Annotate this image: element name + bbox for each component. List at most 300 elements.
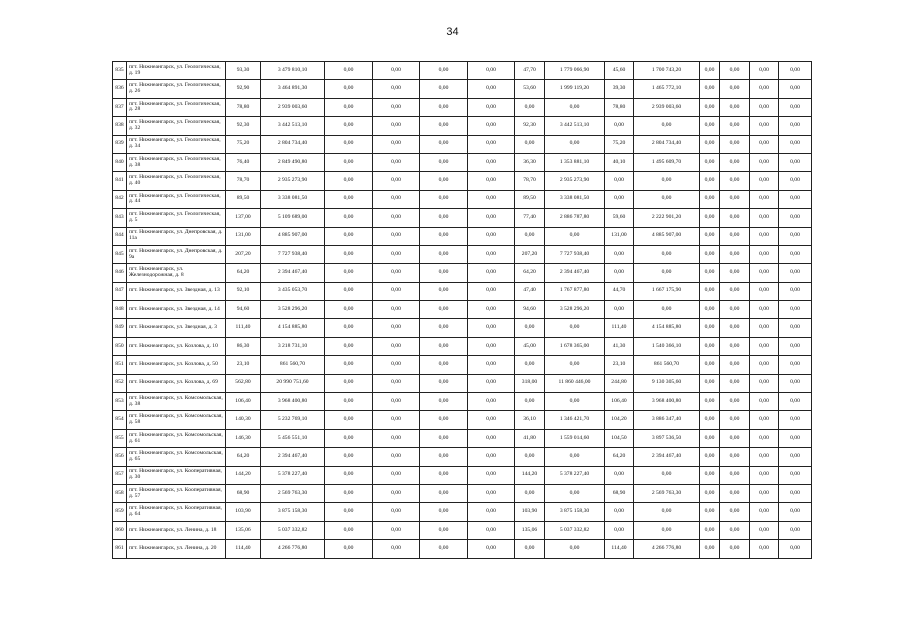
row-number-cell: 838	[113, 117, 127, 135]
value-cell: 0,00	[420, 209, 468, 227]
value-cell: 1 678 365,00	[545, 337, 605, 355]
value-cell: 4 266 776,80	[634, 540, 700, 558]
value-cell: 0,00	[325, 117, 373, 135]
value-cell: 1 353 881,10	[545, 153, 605, 171]
value-cell: 0,00	[750, 356, 779, 374]
value-cell: 0,00	[468, 98, 515, 116]
value-cell: 2 394 467,40	[261, 264, 325, 282]
address-cell: пгт. Нижнеангарск, ул. Звездная, д. 3	[127, 319, 226, 337]
address-cell: пгт. Нижнеангарск, ул. Кооперативная, д. 57	[127, 484, 226, 502]
value-cell: 106,40	[226, 393, 261, 411]
value-cell: 0,00	[779, 429, 812, 447]
value-cell: 144,20	[515, 466, 545, 484]
value-cell: 89,50	[226, 190, 261, 208]
value-cell: 0,00	[468, 393, 515, 411]
value-cell: 23,10	[605, 356, 634, 374]
value-cell: 0,00	[420, 117, 468, 135]
value-cell: 2 222 901,20	[634, 209, 700, 227]
value-cell: 0,00	[750, 521, 779, 539]
value-cell: 0,00	[325, 301, 373, 319]
value-cell: 0,00	[700, 209, 720, 227]
value-cell: 0,00	[468, 135, 515, 153]
value-cell: 2 569 763,30	[634, 484, 700, 502]
value-cell: 1 667 175,90	[634, 282, 700, 300]
value-cell: 5 109 689,00	[261, 209, 325, 227]
value-cell: 0,00	[720, 521, 750, 539]
value-cell: 0,00	[325, 374, 373, 392]
value-cell: 0,00	[373, 227, 420, 245]
value-cell: 0,00	[605, 503, 634, 521]
value-cell: 0,00	[420, 466, 468, 484]
row-number-cell: 854	[113, 411, 127, 429]
value-cell: 0,00	[515, 227, 545, 245]
value-cell: 47,70	[515, 62, 545, 80]
value-cell: 4 154 885,80	[261, 319, 325, 337]
value-cell: 0,00	[779, 245, 812, 263]
value-cell: 131,00	[605, 227, 634, 245]
value-cell: 89,50	[515, 190, 545, 208]
value-cell: 78,80	[226, 98, 261, 116]
address-cell: пгт. Нижнеангарск, ул. Геологическая, д. 28	[127, 98, 226, 116]
value-cell: 0,00	[325, 466, 373, 484]
value-cell: 0,00	[545, 393, 605, 411]
value-cell: 0,00	[515, 356, 545, 374]
table-row	[113, 62, 812, 80]
value-cell: 0,00	[634, 264, 700, 282]
table-row	[113, 540, 812, 558]
table-row	[113, 301, 812, 319]
value-cell: 0,00	[545, 135, 605, 153]
value-cell: 0,00	[779, 282, 812, 300]
value-cell: 86,30	[226, 337, 261, 355]
value-cell: 0,00	[700, 521, 720, 539]
table-row	[113, 448, 812, 466]
value-cell: 0,00	[325, 282, 373, 300]
value-cell: 0,00	[325, 264, 373, 282]
value-cell: 3 435 053,70	[261, 282, 325, 300]
value-cell: 0,00	[420, 356, 468, 374]
value-cell: 0,00	[420, 264, 468, 282]
value-cell: 0,00	[373, 319, 420, 337]
value-cell: 1 700 743,20	[634, 62, 700, 80]
value-cell: 0,00	[468, 117, 515, 135]
value-cell: 0,00	[700, 393, 720, 411]
value-cell: 0,00	[420, 301, 468, 319]
value-cell: 0,00	[515, 319, 545, 337]
address-cell: пгт. Нижнеангарск, ул. Комсомольская, д. 65	[127, 448, 226, 466]
value-cell: 11 860 446,00	[545, 374, 605, 392]
address-cell: пгт. Нижнеангарск, ул. Геологическая, д. 38	[127, 153, 226, 171]
value-cell: 0,00	[700, 62, 720, 80]
address-cell: пгт. Нижнеангарск, ул. Геологическая, д. 32	[127, 117, 226, 135]
value-cell: 0,00	[373, 521, 420, 539]
value-cell: 114,40	[605, 540, 634, 558]
value-cell: 0,00	[779, 540, 812, 558]
value-cell: 0,00	[373, 356, 420, 374]
value-cell: 5 456 551,10	[261, 429, 325, 447]
value-cell: 64,20	[226, 448, 261, 466]
value-cell: 75,20	[605, 135, 634, 153]
value-cell: 0,00	[325, 135, 373, 153]
row-number-cell: 844	[113, 227, 127, 245]
value-cell: 0,00	[720, 172, 750, 190]
value-cell: 0,00	[750, 466, 779, 484]
value-cell: 0,00	[700, 227, 720, 245]
value-cell: 0,00	[700, 411, 720, 429]
address-cell: пгт. Нижнеангарск, ул. Геологическая, д. 26	[127, 80, 226, 98]
table-row	[113, 80, 812, 98]
value-cell: 0,00	[420, 98, 468, 116]
value-cell: 3 875 158,30	[261, 503, 325, 521]
value-cell: 0,00	[720, 209, 750, 227]
address-cell: пгт. Нижнеангарск, ул. Геологическая, д. 19	[127, 62, 226, 80]
value-cell: 0,00	[720, 393, 750, 411]
address-cell: пгт. Нижнеангарск, ул. Железнодорожная, д. 8	[127, 264, 226, 282]
value-cell: 0,00	[750, 411, 779, 429]
address-cell: пгт. Нижнеангарск, ул. Ленина, д. 18	[127, 521, 226, 539]
value-cell: 64,20	[515, 264, 545, 282]
value-cell: 0,00	[373, 337, 420, 355]
address-cell: пгт. Нижнеангарск, ул. Звездная, д. 14	[127, 301, 226, 319]
value-cell: 0,00	[779, 521, 812, 539]
value-cell: 244,80	[605, 374, 634, 392]
value-cell: 0,00	[468, 301, 515, 319]
value-cell: 2 849 490,80	[261, 153, 325, 171]
row-number-cell: 837	[113, 98, 127, 116]
value-cell: 104,50	[605, 429, 634, 447]
value-cell: 0,00	[420, 190, 468, 208]
value-cell: 0,00	[325, 429, 373, 447]
value-cell: 0,00	[750, 117, 779, 135]
value-cell: 0,00	[545, 448, 605, 466]
value-cell: 0,00	[720, 356, 750, 374]
value-cell: 0,00	[720, 337, 750, 355]
value-cell: 111,40	[226, 319, 261, 337]
address-cell: пгт. Нижнеангарск, ул. Звездная, д. 13	[127, 282, 226, 300]
value-cell: 0,00	[420, 374, 468, 392]
table-row	[113, 393, 812, 411]
value-cell: 36,10	[515, 411, 545, 429]
value-cell: 2 394 467,40	[634, 448, 700, 466]
value-cell: 0,00	[750, 190, 779, 208]
value-cell: 0,00	[634, 521, 700, 539]
value-cell: 0,00	[720, 484, 750, 502]
value-cell: 0,00	[420, 319, 468, 337]
value-cell: 318,00	[515, 374, 545, 392]
value-cell: 0,00	[605, 301, 634, 319]
value-cell: 39,30	[605, 80, 634, 98]
value-cell: 36,30	[515, 153, 545, 171]
table-body	[113, 62, 812, 559]
row-number-cell: 861	[113, 540, 127, 558]
value-cell: 0,00	[468, 503, 515, 521]
value-cell: 1 559 014,60	[545, 429, 605, 447]
value-cell: 0,00	[325, 227, 373, 245]
value-cell: 0,00	[779, 80, 812, 98]
value-cell: 0,00	[468, 319, 515, 337]
value-cell: 0,00	[545, 356, 605, 374]
value-cell: 103,90	[515, 503, 545, 521]
value-cell: 0,00	[779, 356, 812, 374]
value-cell: 0,00	[700, 264, 720, 282]
value-cell: 2 935 273,90	[261, 172, 325, 190]
value-cell: 0,00	[779, 466, 812, 484]
value-cell: 0,00	[750, 374, 779, 392]
row-number-cell: 855	[113, 429, 127, 447]
value-cell: 0,00	[468, 540, 515, 558]
value-cell: 78,70	[226, 172, 261, 190]
value-cell: 0,00	[420, 227, 468, 245]
value-cell: 0,00	[700, 301, 720, 319]
value-cell: 0,00	[468, 80, 515, 98]
address-cell: пгт. Нижнеангарск, ул. Кооперативная, д. 64	[127, 503, 226, 521]
address-cell: пгт. Нижнеангарск, ул. Комсомольская, д. 61	[127, 429, 226, 447]
value-cell: 0,00	[468, 521, 515, 539]
value-cell: 0,00	[720, 117, 750, 135]
value-cell: 4 266 776,80	[261, 540, 325, 558]
value-cell: 0,00	[750, 245, 779, 263]
value-cell: 0,00	[779, 117, 812, 135]
value-cell: 0,00	[373, 466, 420, 484]
value-cell: 40,10	[605, 153, 634, 171]
value-cell: 0,00	[468, 227, 515, 245]
value-cell: 0,00	[779, 484, 812, 502]
value-cell: 76,40	[226, 153, 261, 171]
table-row	[113, 503, 812, 521]
value-cell: 0,00	[325, 393, 373, 411]
row-number-cell: 849	[113, 319, 127, 337]
value-cell: 0,00	[325, 98, 373, 116]
value-cell: 59,60	[605, 209, 634, 227]
value-cell: 0,00	[420, 245, 468, 263]
value-cell: 0,00	[750, 484, 779, 502]
row-number-cell: 842	[113, 190, 127, 208]
table-row	[113, 319, 812, 337]
value-cell: 0,00	[420, 337, 468, 355]
value-cell: 0,00	[634, 172, 700, 190]
value-cell: 0,00	[373, 503, 420, 521]
value-cell: 41,30	[605, 337, 634, 355]
value-cell: 0,00	[373, 245, 420, 263]
value-cell: 2 394 467,40	[261, 448, 325, 466]
address-cell: пгт. Нижнеангарск, ул. Геологическая, д. 5	[127, 209, 226, 227]
address-cell: пгт. Нижнеангарск, ул. Кооперативная, д. 30	[127, 466, 226, 484]
row-number-cell: 853	[113, 393, 127, 411]
value-cell: 0,00	[515, 98, 545, 116]
value-cell: 7 727 938,40	[545, 245, 605, 263]
value-cell: 0,00	[750, 264, 779, 282]
value-cell: 0,00	[515, 135, 545, 153]
value-cell: 207,20	[515, 245, 545, 263]
table-row	[113, 209, 812, 227]
value-cell: 1 767 877,80	[545, 282, 605, 300]
value-cell: 0,00	[750, 337, 779, 355]
value-cell: 0,00	[700, 153, 720, 171]
value-cell: 104,20	[605, 411, 634, 429]
value-cell: 0,00	[779, 319, 812, 337]
value-cell: 5 037 332,82	[545, 521, 605, 539]
value-cell: 0,00	[605, 190, 634, 208]
table-row	[113, 484, 812, 502]
row-number-cell: 859	[113, 503, 127, 521]
value-cell: 0,00	[545, 540, 605, 558]
value-cell: 0,00	[779, 503, 812, 521]
value-cell: 1 346 421,70	[545, 411, 605, 429]
value-cell: 0,00	[720, 411, 750, 429]
value-cell: 1 495 609,70	[634, 153, 700, 171]
value-cell: 2 569 763,30	[261, 484, 325, 502]
value-cell: 0,00	[325, 319, 373, 337]
value-cell: 0,00	[700, 356, 720, 374]
value-cell: 23,10	[226, 356, 261, 374]
value-cell: 207,20	[226, 245, 261, 263]
value-cell: 0,00	[468, 337, 515, 355]
value-cell: 9 130 305,60	[634, 374, 700, 392]
table-row	[113, 466, 812, 484]
address-cell: пгт. Нижнеангарск, ул. Козлова, д. 10	[127, 337, 226, 355]
value-cell: 0,00	[634, 190, 700, 208]
value-cell: 0,00	[420, 411, 468, 429]
value-cell: 0,00	[779, 209, 812, 227]
value-cell: 0,00	[325, 190, 373, 208]
value-cell: 0,00	[373, 98, 420, 116]
value-cell: 0,00	[373, 209, 420, 227]
value-cell: 1 540 366,10	[634, 337, 700, 355]
value-cell: 3 968 400,80	[261, 393, 325, 411]
value-cell: 0,00	[420, 62, 468, 80]
value-cell: 135,06	[515, 521, 545, 539]
address-cell: пгт. Нижнеангарск, ул. Козлова, д. 69	[127, 374, 226, 392]
value-cell: 4 885 907,00	[261, 227, 325, 245]
address-cell: пгт. Нижнеангарск, ул. Геологическая, д. 44	[127, 190, 226, 208]
value-cell: 562,80	[226, 374, 261, 392]
value-cell: 64,20	[226, 264, 261, 282]
table-row	[113, 153, 812, 171]
value-cell: 0,00	[605, 521, 634, 539]
value-cell: 0,00	[779, 172, 812, 190]
value-cell: 0,00	[373, 448, 420, 466]
value-cell: 0,00	[545, 484, 605, 502]
value-cell: 4 885 907,00	[634, 227, 700, 245]
value-cell: 861 560,70	[634, 356, 700, 374]
address-cell: пгт. Нижнеангарск, ул. Днепровская, д. 11а	[127, 227, 226, 245]
value-cell: 0,00	[468, 374, 515, 392]
value-cell: 0,00	[373, 374, 420, 392]
value-cell: 3 479 810,10	[261, 62, 325, 80]
value-cell: 5 232 769,10	[261, 411, 325, 429]
value-cell: 94,60	[515, 301, 545, 319]
value-cell: 0,00	[720, 80, 750, 98]
value-cell: 0,00	[750, 540, 779, 558]
value-cell: 103,90	[226, 503, 261, 521]
value-cell: 0,00	[515, 484, 545, 502]
address-cell: пгт. Нижнеангарск, ул. Козлова, д. 50	[127, 356, 226, 374]
value-cell: 92,90	[226, 80, 261, 98]
value-cell: 3 875 158,30	[545, 503, 605, 521]
value-cell: 0,00	[700, 484, 720, 502]
value-cell: 0,00	[373, 135, 420, 153]
value-cell: 78,80	[605, 98, 634, 116]
table-row	[113, 429, 812, 447]
value-cell: 0,00	[750, 98, 779, 116]
value-cell: 0,00	[373, 172, 420, 190]
value-cell: 0,00	[720, 98, 750, 116]
value-cell: 0,00	[420, 153, 468, 171]
table-row	[113, 337, 812, 355]
value-cell: 0,00	[750, 135, 779, 153]
row-number-cell: 860	[113, 521, 127, 539]
value-cell: 0,00	[325, 172, 373, 190]
table-row	[113, 264, 812, 282]
value-cell: 0,00	[605, 172, 634, 190]
value-cell: 0,00	[420, 135, 468, 153]
value-cell: 0,00	[373, 153, 420, 171]
value-cell: 0,00	[468, 282, 515, 300]
value-cell: 2 804 734,40	[634, 135, 700, 153]
value-cell: 0,00	[468, 466, 515, 484]
row-number-cell: 850	[113, 337, 127, 355]
value-cell: 3 897 536,50	[634, 429, 700, 447]
value-cell: 0,00	[700, 80, 720, 98]
value-cell: 0,00	[720, 429, 750, 447]
table-row	[113, 245, 812, 263]
value-cell: 5 378 227,40	[545, 466, 605, 484]
value-cell: 1 779 066,90	[545, 62, 605, 80]
value-cell: 0,00	[720, 374, 750, 392]
value-cell: 0,00	[720, 540, 750, 558]
value-cell: 47,40	[515, 282, 545, 300]
value-cell: 144,20	[226, 466, 261, 484]
value-cell: 0,00	[634, 503, 700, 521]
value-cell: 0,00	[468, 448, 515, 466]
value-cell: 0,00	[468, 209, 515, 227]
row-number-cell: 858	[113, 484, 127, 502]
value-cell: 68,90	[605, 484, 634, 502]
value-cell: 0,00	[750, 80, 779, 98]
row-number-cell: 835	[113, 62, 127, 80]
value-cell: 3 528 296,20	[261, 301, 325, 319]
value-cell: 0,00	[420, 80, 468, 98]
value-cell: 4 154 885,80	[634, 319, 700, 337]
value-cell: 20 990 751,60	[261, 374, 325, 392]
value-cell: 0,00	[779, 337, 812, 355]
value-cell: 2 939 003,60	[261, 98, 325, 116]
value-cell: 0,00	[373, 282, 420, 300]
value-cell: 0,00	[373, 264, 420, 282]
value-cell: 0,00	[779, 411, 812, 429]
value-cell: 2 394 467,40	[545, 264, 605, 282]
table-row	[113, 227, 812, 245]
value-cell: 0,00	[420, 503, 468, 521]
value-cell: 0,00	[720, 503, 750, 521]
value-cell: 0,00	[779, 190, 812, 208]
value-cell: 131,00	[226, 227, 261, 245]
value-cell: 44,70	[605, 282, 634, 300]
address-cell: пгт. Нижнеангарск, ул. Днепровская, д. 9а	[127, 245, 226, 263]
value-cell: 0,00	[750, 172, 779, 190]
value-cell: 0,00	[720, 264, 750, 282]
value-cell: 0,00	[325, 62, 373, 80]
value-cell: 0,00	[720, 301, 750, 319]
value-cell: 0,00	[700, 540, 720, 558]
value-cell: 68,90	[226, 484, 261, 502]
table-row	[113, 117, 812, 135]
value-cell: 0,00	[545, 319, 605, 337]
value-cell: 0,00	[750, 209, 779, 227]
value-cell: 0,00	[605, 264, 634, 282]
value-cell: 861 560,70	[261, 356, 325, 374]
value-cell: 0,00	[720, 466, 750, 484]
